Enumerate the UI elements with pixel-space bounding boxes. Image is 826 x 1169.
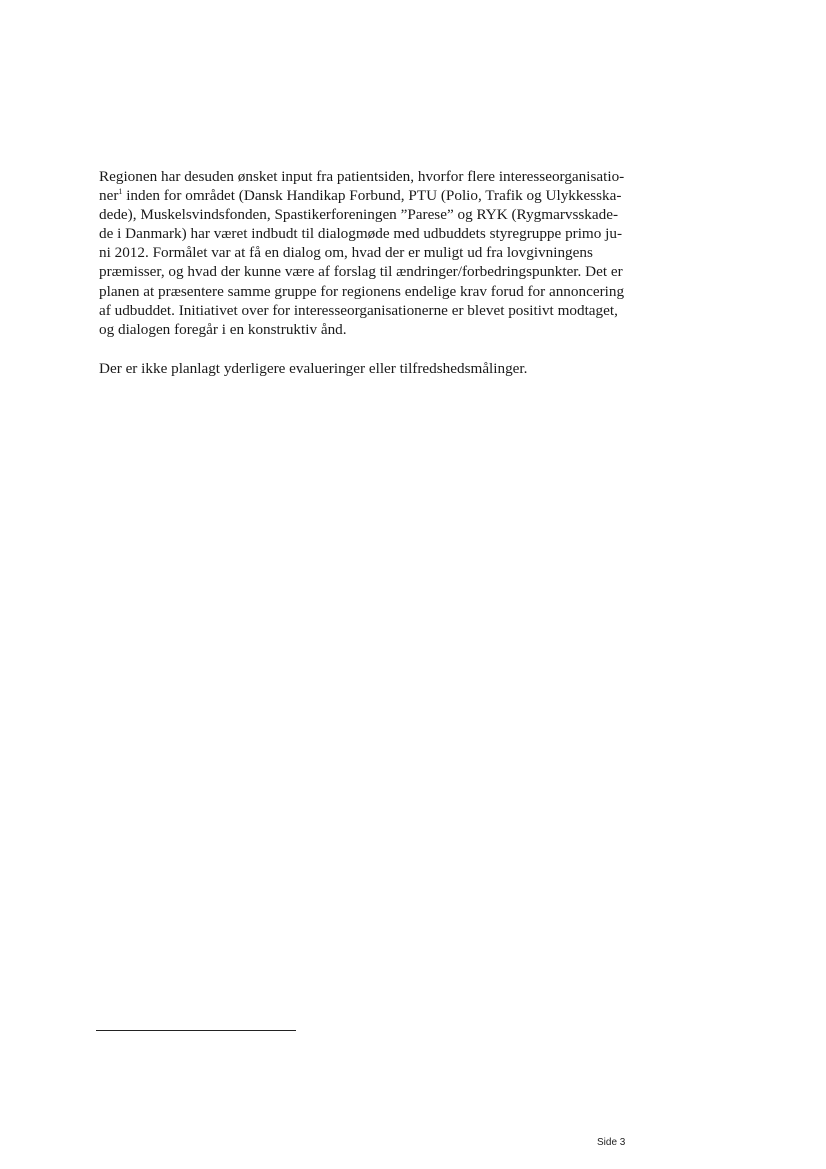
paragraph-patient-input [99,167,639,339]
text-line: og dialogen foregår i en konstruktiv ånd. [99,320,347,338]
text-fragment: inden for området (Dansk Handikap Forbund, PTU (Polio, Trafik og Ulykkesska- [122,187,622,205]
text-line: dede), Muskelsvindsfonden, Spastikerforeningen ”Parese” og RYK (Rygmarvsskade- [99,206,619,224]
footnote-separator [96,1030,296,1031]
page-number: Side 3 [597,1137,626,1148]
paragraph-no-evaluations [99,359,639,378]
footnote-marker: 1 [118,187,123,197]
body-text [99,167,639,378]
text-line: af udbuddet. Initiativet over for interesseorganisationerne er blevet positivt modtaget, [99,301,618,319]
text-line: ni 2012. Formålet var at få en dialog om, hvad der er muligt ud fra lovgivningens [99,244,593,262]
text-line [99,186,639,205]
text-fragment: ner [99,187,119,205]
text-line: de i Danmark) har været indbudt til dialogmøde med udbuddets styregruppe primo ju- [99,225,623,243]
text-line: Der er ikke planlagt yderligere evalueringer eller tilfredshedsmålinger. [99,359,528,377]
text-line: præmisser, og hvad der kunne være af forslag til ændringer/forbedringspunkter. Det er [99,263,623,281]
paragraph-spacer [99,339,639,359]
text-line: Regionen har desuden ønsket input fra patientsiden, hvorfor flere interesseorganisatio- [99,168,625,185]
text-line: planen at præsentere samme gruppe for regionens endelige krav forud for annoncering [99,282,625,300]
